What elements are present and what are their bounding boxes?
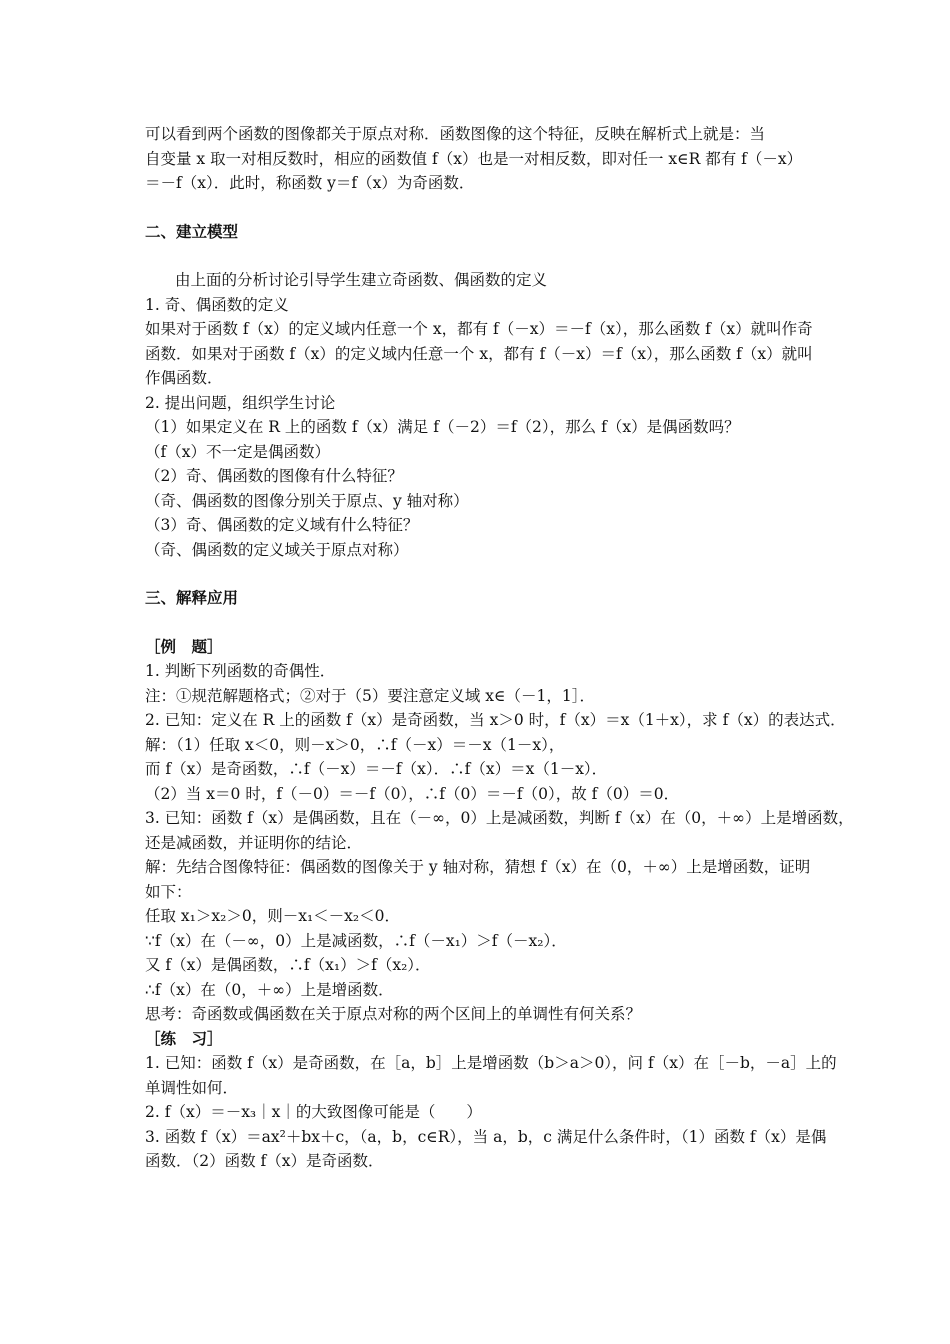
- example-3-solution-3: 任取 x₁＞x₂＞0，则－x₁＜－x₂＜0．: [145, 907, 400, 925]
- example-3-solution-2: 如下：: [145, 882, 192, 901]
- questions-title: 2. 提出问题，组织学生讨论: [145, 393, 336, 412]
- practice-1-line-1: 1. 已知：函数 f（x）是奇函数，在［a，b］上是增函数（b＞a＞0），问 f（x）在［－b，－a］上的: [145, 1054, 837, 1072]
- question-2: （2）奇、偶函数的图像有什么特征？: [145, 467, 403, 485]
- practice-3-line-2: 函数．（2）函数 f（x）是奇函数．: [145, 1152, 384, 1170]
- definition-line-1: 如果对于函数 f（x）的定义域内任意一个 x，都有 f（－x）＝－f（x），那么函数 f（x）就叫作奇: [145, 320, 813, 338]
- practice-2: 2. f（x）＝－x₃｜x｜的大致图像可能是（ ）: [145, 1103, 482, 1121]
- practice-1-line-2: 单调性如何．: [145, 1078, 239, 1097]
- practice-3-line-1: 3. 函数 f（x）＝ax²＋bx＋c，（a，b，c∈R），当 a，b，c 满足什么条件时，（1）函数 f（x）是偶: [145, 1127, 827, 1146]
- example-3-solution-4: ∵f（x）在（－∞，0）上是减函数，∴f（－x₁）＞f（－x₂）．: [145, 931, 567, 950]
- question-3: （3）奇、偶函数的定义域有什么特征？: [145, 516, 419, 534]
- model-lead: 由上面的分析讨论引导学生建立奇函数、偶函数的定义: [175, 271, 548, 289]
- definition-line-2: 函数．如果对于函数 f（x）的定义域内任意一个 x，都有 f（－x）＝f（x），那么函数 f（x）就叫: [145, 344, 813, 363]
- example-3-solution-5: 又 f（x）是偶函数，∴f（x₁）＞f（x₂）．: [145, 956, 431, 974]
- section-heading-application: 三、解释应用: [145, 589, 239, 607]
- example-2-solution-3: （2）当 x＝0 时，f（－0）＝－f（0），∴f（0）＝－f（0），故 f（0）＝0．: [145, 784, 680, 803]
- example-2-solution-2: 而 f（x）是奇函数，∴f（－x）＝－f（x）．∴f（x）＝x（1－x）．: [145, 760, 608, 778]
- example-1: 1. 判断下列函数的奇偶性．: [145, 662, 336, 680]
- intro-line-1: 可以看到两个函数的图像都关于原点对称．函数图像的这个特征，反映在解析式上就是：当: [145, 125, 766, 143]
- question-1: （1）如果定义在 R 上的函数 f（x）满足 f（－2）＝f（2），那么 f（x）是偶函数吗？: [145, 418, 740, 436]
- example-3-line-1: 3. 已知：函数 f（x）是偶函数，且在（－∞，0）上是减函数，判断 f（x）在（0，＋∞）上是增函数，: [145, 809, 854, 827]
- example-1-note: 注：①规范解题格式；②对于（5）要注意定义域 x∈（－1，1］．: [145, 686, 595, 705]
- example-3-line-2: 还是减函数，并证明你的结论．: [145, 833, 363, 852]
- answer-1: （f（x）不一定是偶函数）: [145, 442, 330, 461]
- document-page: [145, 122, 854, 1174]
- answer-2: （奇、偶函数的图像分别关于原点、y 轴对称）: [145, 491, 469, 510]
- answer-3: （奇、偶函数的定义域关于原点对称）: [145, 540, 409, 559]
- example-3-solution-6: ∴f（x）在（0，＋∞）上是增函数．: [145, 980, 394, 999]
- example-label: ［例 题］: [145, 637, 223, 656]
- definition-title: 1. 奇、偶函数的定义: [145, 295, 289, 314]
- intro-line-2: 自变量 x 取一对相反数时，相应的函数值 f（x）也是一对相反数，即对任一 x∈R 都有 f（－x）: [145, 149, 803, 168]
- think-question: 思考：奇函数或偶函数在关于原点对称的两个区间上的单调性有何关系？: [145, 1005, 642, 1023]
- example-3-solution-1: 解：先结合图像特征：偶函数的图像关于 y 轴对称，猜想 f（x）在（0，＋∞）上是增函数，证明: [145, 858, 811, 876]
- example-2: 2. 已知：定义在 R 上的函数 f（x）是奇函数，当 x＞0 时，f（x）＝x（1＋x），求 f（x）的表达式．: [145, 711, 846, 729]
- intro-line-3: ＝－f（x）．此时，称函数 y＝f（x）为奇函数．: [145, 174, 475, 192]
- definition-line-3: 作偶函数．: [145, 369, 223, 387]
- section-heading-model: 二、建立模型: [145, 222, 239, 241]
- example-2-solution-1: 解：（1）任取 x＜0，则－x＞0，∴f（－x）＝－x（1－x），: [145, 735, 565, 754]
- practice-label: ［练 习］: [145, 1029, 223, 1048]
